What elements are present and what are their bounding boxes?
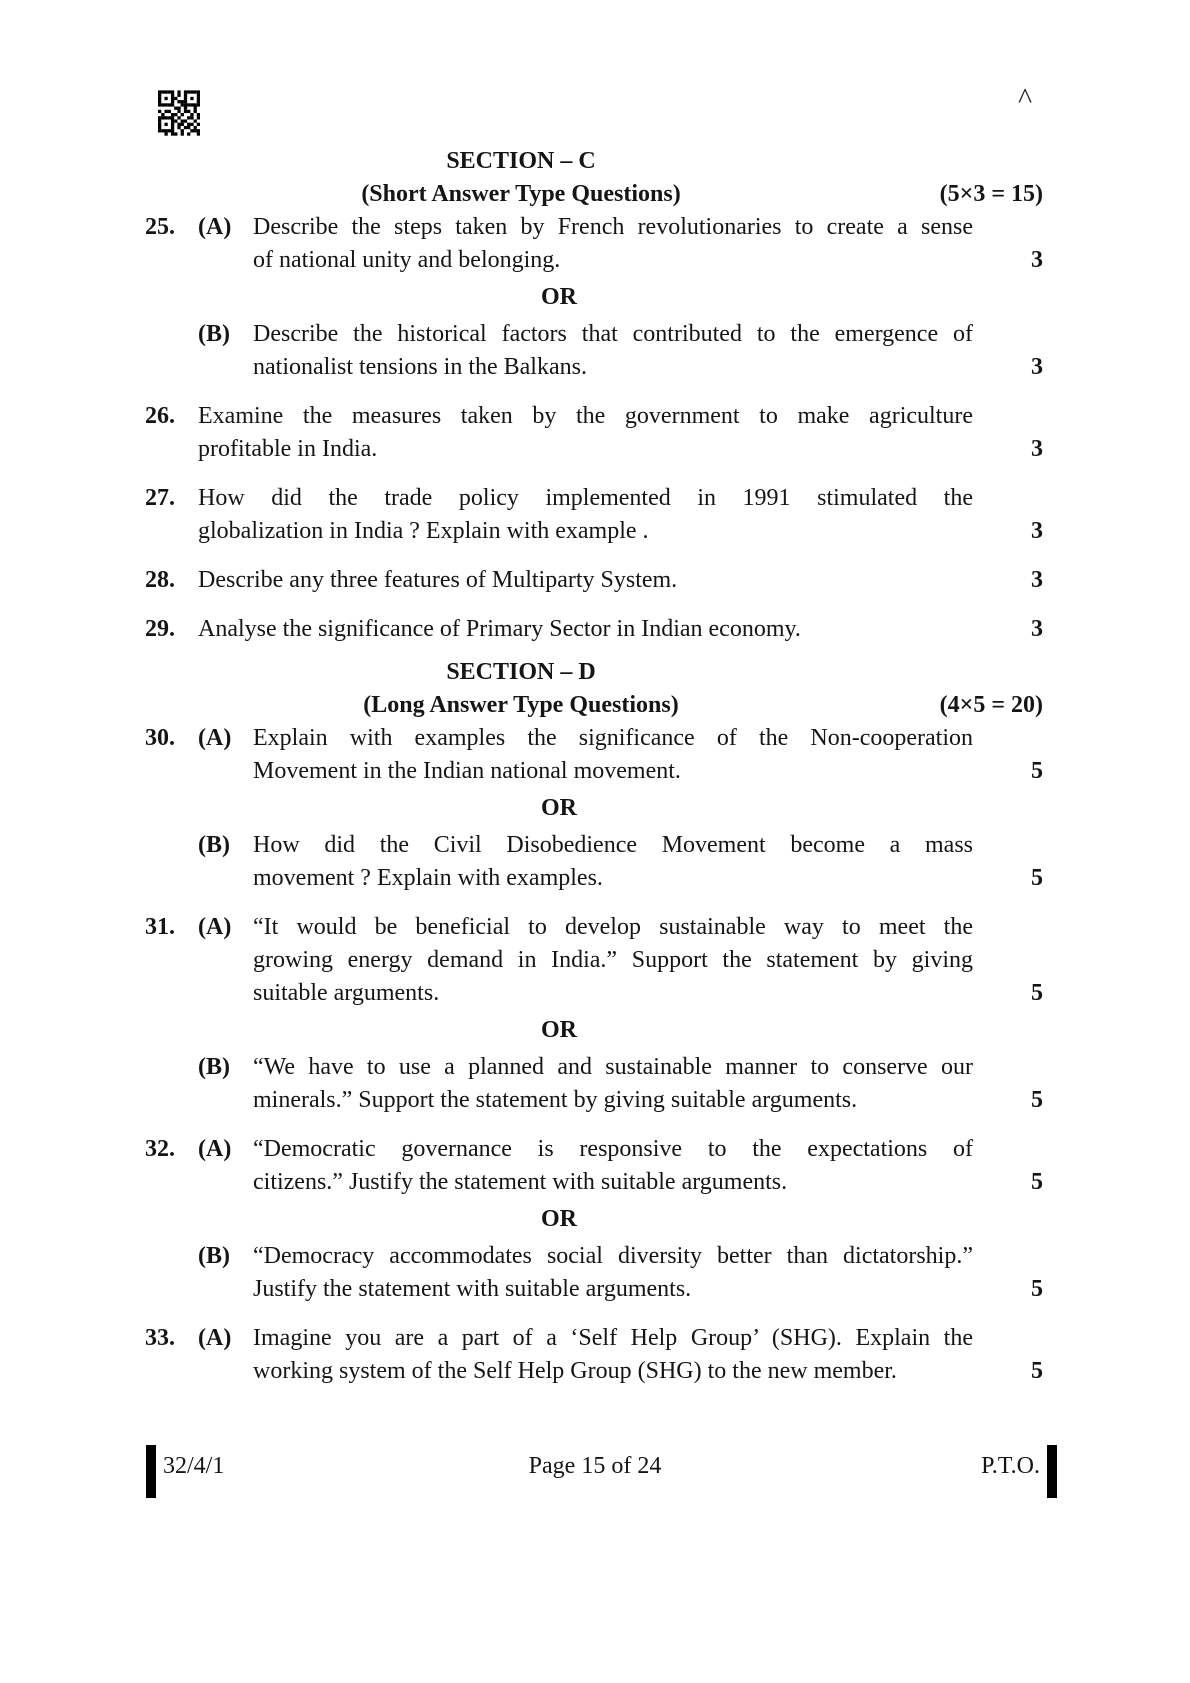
question-part-label: (B) (198, 1054, 230, 1080)
question-text (253, 829, 973, 895)
question-row (145, 911, 1043, 1010)
question-line: “Democratic governance is responsive to the expectations of (253, 1136, 973, 1162)
question-text (253, 1240, 973, 1306)
paper-code: 32/4/1 (163, 1453, 225, 1479)
question-text (253, 722, 973, 788)
question-part-label: (B) (198, 1243, 230, 1269)
question-paper-content (145, 145, 1043, 1388)
question-text (253, 1322, 973, 1388)
question-part-label: (A) (198, 1136, 232, 1162)
question-text (198, 613, 973, 646)
question-line: Describe the steps taken by French revolutionaries to create a sense (253, 214, 973, 240)
question-line: of national unity and belonging. (253, 247, 561, 273)
question-line: profitable in India. (198, 436, 378, 462)
question-part-label: (A) (198, 725, 232, 751)
question-marks: 5 (1031, 980, 1043, 1006)
question-line: “It would be beneficial to develop sustainable way to meet the (253, 914, 973, 940)
question-row (145, 400, 1043, 466)
question-number (145, 318, 198, 384)
question-row (145, 613, 1043, 646)
question-line: Describe any three features of Multiparty System. (198, 567, 678, 593)
section-title: SECTION – D (446, 659, 596, 685)
section-header-row (145, 656, 1043, 689)
question-text (253, 911, 973, 1010)
question-row (145, 722, 1043, 788)
pto-label: P.T.O. (981, 1453, 1040, 1479)
or-separator: OR (541, 795, 577, 821)
chevron-up-icon[interactable]: ^ (1017, 82, 1033, 115)
section-title: SECTION – C (446, 148, 596, 174)
qr-code (158, 90, 200, 136)
question-text (253, 1133, 973, 1199)
question-part-label: (A) (198, 214, 232, 240)
question-marks: 5 (1031, 758, 1043, 784)
question-number: 33. (145, 1325, 175, 1351)
question-line: Explain with examples the significance of the Non-cooperation (253, 725, 973, 751)
question-text (253, 318, 973, 384)
question-number: 29. (145, 616, 175, 642)
question-part-label: (A) (198, 914, 232, 940)
section-c (145, 145, 1043, 646)
question-marks: 3 (1031, 518, 1043, 544)
question-line: “Democracy accommodates social diversity better than dictatorship.” (253, 1243, 973, 1269)
section-d (145, 656, 1043, 1388)
question-part-label: (A) (198, 1325, 232, 1351)
question-text (198, 482, 973, 548)
or-separator: OR (541, 1017, 577, 1043)
question-marks: 5 (1031, 1087, 1043, 1113)
question-row (145, 1133, 1043, 1199)
section-marks-scheme: (5×3 = 15) (939, 181, 1043, 207)
question-line: Examine the measures taken by the government to make agriculture (198, 403, 973, 429)
question-marks: 5 (1031, 1358, 1043, 1384)
section-subheader-row (145, 689, 1043, 722)
question-line: growing energy demand in India.” Support the statement by giving (253, 947, 973, 973)
question-line: Describe the historical factors that contributed to the emergence of (253, 321, 973, 347)
question-marks: 3 (1031, 436, 1043, 462)
question-number: 28. (145, 567, 175, 593)
question-line: “We have to use a planned and sustainable manner to conserve our (253, 1054, 973, 1080)
question-number (145, 1051, 198, 1117)
question-line: Movement in the Indian national movement. (253, 758, 681, 784)
question-line: How did the trade policy implemented in 1991 stimulated the (198, 485, 973, 511)
section-subtitle: (Short Answer Type Questions) (361, 181, 681, 207)
question-line: suitable arguments. (253, 980, 440, 1006)
or-separator: OR (541, 284, 577, 310)
question-text (253, 1051, 973, 1117)
question-row (145, 1051, 1043, 1117)
question-row (145, 1240, 1043, 1306)
footer-right-bar (1047, 1445, 1057, 1498)
question-row (145, 482, 1043, 548)
section-subheader-row (145, 178, 1043, 211)
question-row (145, 829, 1043, 895)
question-number: 26. (145, 403, 175, 429)
question-line: globalization in India ? Explain with example . (198, 518, 649, 544)
question-marks: 5 (1031, 1169, 1043, 1195)
question-number: 30. (145, 725, 175, 751)
question-marks: 3 (1031, 354, 1043, 380)
question-line: citizens.” Justify the statement with suitable arguments. (253, 1169, 788, 1195)
section-marks-scheme: (4×5 = 20) (939, 692, 1043, 718)
question-line: movement ? Explain with examples. (253, 865, 603, 891)
question-marks: 3 (1031, 567, 1043, 593)
question-marks: 5 (1031, 865, 1043, 891)
question-row (145, 211, 1043, 277)
question-line: minerals.” Support the statement by giving suitable arguments. (253, 1087, 858, 1113)
question-text (198, 564, 973, 597)
question-part-label: (B) (198, 832, 230, 858)
question-number (145, 1240, 198, 1306)
section-header-row (145, 145, 1043, 178)
question-text (198, 400, 973, 466)
question-number: 31. (145, 914, 175, 940)
question-marks: 3 (1031, 247, 1043, 273)
question-line: nationalist tensions in the Balkans. (253, 354, 587, 380)
or-separator: OR (541, 1206, 577, 1232)
question-line: How did the Civil Disobedience Movement become a mass (253, 832, 973, 858)
question-number (145, 829, 198, 895)
question-text (253, 211, 973, 277)
question-number: 32. (145, 1136, 175, 1162)
question-row (145, 1322, 1043, 1388)
question-line: Analyse the significance of Primary Sector in Indian economy. (198, 616, 801, 642)
question-line: working system of the Self Help Group (SHG) to the new member. (253, 1358, 897, 1384)
page-indicator: Page 15 of 24 (528, 1453, 662, 1479)
question-row (145, 564, 1043, 597)
section-subtitle: (Long Answer Type Questions) (363, 692, 679, 718)
question-line: Justify the statement with suitable arguments. (253, 1276, 692, 1302)
question-marks: 5 (1031, 1276, 1043, 1302)
question-marks: 3 (1031, 616, 1043, 642)
question-row (145, 318, 1043, 384)
question-part-label: (B) (198, 321, 230, 347)
question-number: 27. (145, 485, 175, 511)
question-line: Imagine you are a part of a ‘Self Help Group’ (SHG). Explain the (253, 1325, 973, 1351)
question-number: 25. (145, 214, 175, 240)
